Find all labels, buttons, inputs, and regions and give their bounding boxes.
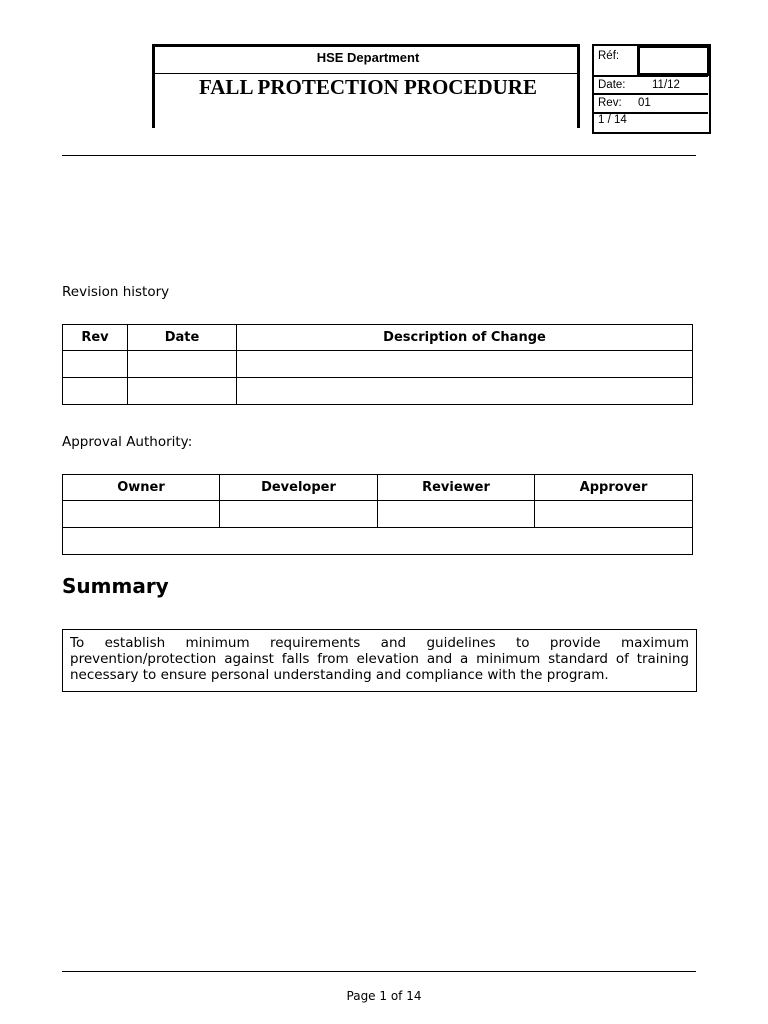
table-cell (237, 351, 693, 378)
ref-label: Réf: (598, 50, 620, 62)
table-cell (63, 528, 693, 555)
table-cell (378, 501, 535, 528)
table-cell (128, 351, 237, 378)
approval-authority-label: Approval Authority: (62, 434, 193, 450)
date-value: 11/12 (652, 79, 680, 91)
table-cell (63, 501, 220, 528)
summary-text: To establish minimum requirements and guidelines to provide maximum prevention/protection against falls from elevation and a minimum standard of training necessary to ensure personal understanding and compliance with the program. (62, 629, 697, 692)
rev-label: Rev: (598, 97, 622, 109)
column-header-developer: Developer (220, 475, 378, 501)
page-number: Page 1 of 14 (346, 989, 422, 1003)
column-header-description: Description of Change (237, 325, 693, 351)
department-name: HSE Department (316, 50, 420, 65)
footer-rule (62, 971, 696, 972)
table-row (63, 528, 693, 555)
column-header-rev: Rev (63, 325, 128, 351)
table-cell (220, 501, 378, 528)
column-header-date: Date (128, 325, 237, 351)
table-row (63, 351, 693, 378)
table-cell (63, 351, 128, 378)
table-cell (128, 378, 237, 405)
page-count: 1 / 14 (598, 114, 627, 126)
info-divider (594, 75, 708, 77)
approval-table (62, 474, 693, 555)
header-rule (62, 155, 696, 156)
rev-value: 01 (638, 97, 651, 109)
table-header-row (63, 475, 693, 501)
table-cell (535, 501, 693, 528)
header-divider (155, 73, 580, 74)
table-cell (237, 378, 693, 405)
table-cell (63, 378, 128, 405)
revision-history-table (62, 324, 693, 405)
document-title: FALL PROTECTION PROCEDURE (199, 75, 537, 99)
ref-value-cell (637, 45, 710, 76)
table-header-row (63, 325, 693, 351)
info-divider (594, 93, 708, 95)
column-header-owner: Owner (63, 475, 220, 501)
revision-history-label: Revision history (62, 284, 170, 300)
date-label: Date: (598, 79, 626, 91)
table-row (63, 378, 693, 405)
column-header-approver: Approver (535, 475, 693, 501)
summary-heading: Summary (62, 574, 169, 598)
table-row (63, 501, 693, 528)
column-header-reviewer: Reviewer (378, 475, 535, 501)
